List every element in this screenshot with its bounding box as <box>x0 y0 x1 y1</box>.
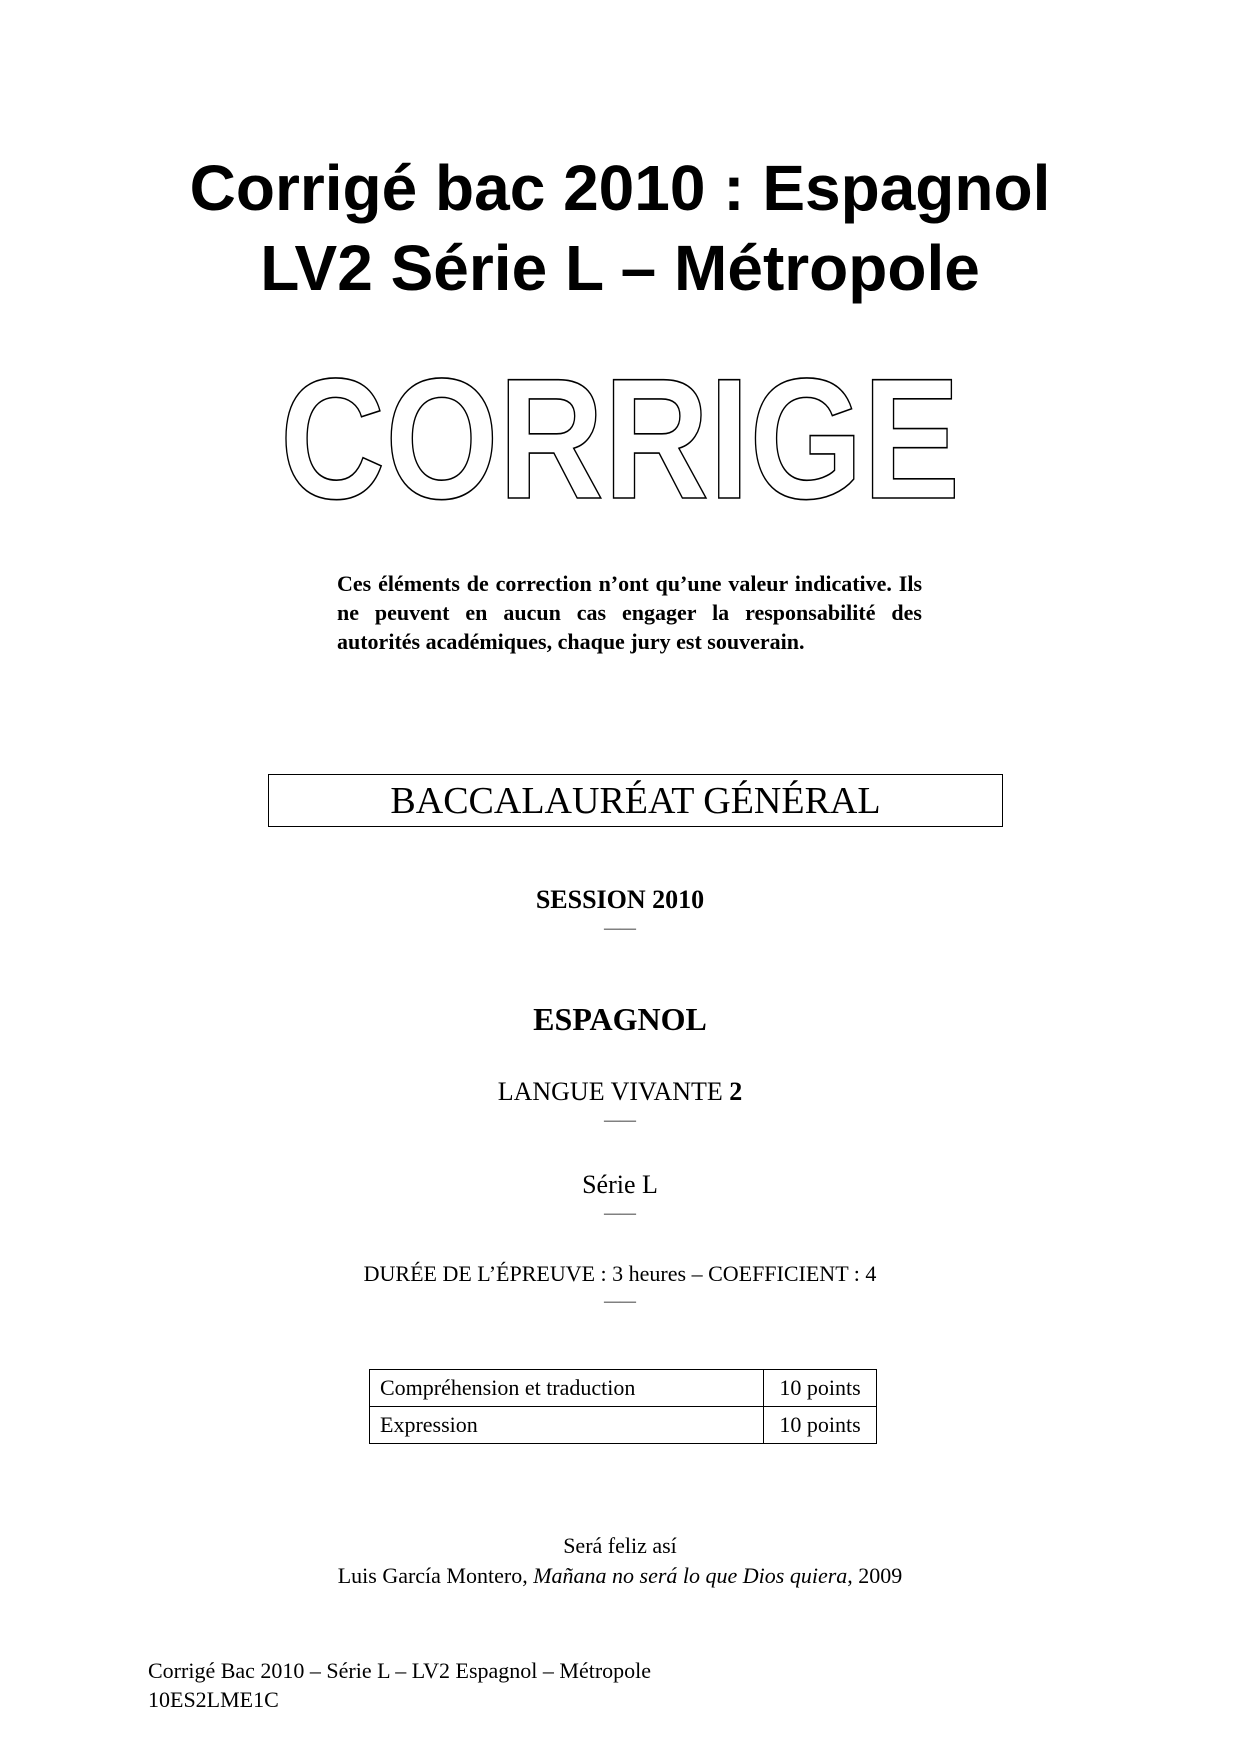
separator-line: —— <box>604 1112 636 1129</box>
text-citation <box>0 1561 1240 1591</box>
footer-line-1: Corrigé Bac 2010 – Série L – LV2 Espagnol – Métropole <box>148 1658 652 1683</box>
section-label: Expression <box>370 1407 764 1444</box>
page-footer <box>148 1656 1048 1714</box>
serie-label: Série L <box>582 1170 658 1199</box>
separator-line: —— <box>604 1205 636 1222</box>
corrige-stamp-text: CORRIGE <box>280 370 960 520</box>
table-row <box>370 1407 877 1444</box>
text-year: , 2009 <box>847 1563 903 1588</box>
session-label: SESSION 2010 <box>535 885 705 914</box>
text-title: Será feliz así <box>563 1533 677 1558</box>
duration-coefficient: DURÉE DE L’ÉPREUVE : 3 heures – COEFFICIENT : 4 <box>363 1261 877 1286</box>
section-points: 10 points <box>764 1370 877 1407</box>
disclaimer: Ces éléments de correction n’ont qu’une valeur indicative. Ils ne peuvent en aucun cas engager la responsabilité des autorités académiques, chaque jury est souverain. <box>337 571 922 654</box>
exam-title-box: BACCALAURÉAT GÉNÉRAL <box>268 774 1003 827</box>
page-title-line-1: Corrigé bac 2010 : Espagnol <box>189 152 1051 224</box>
section-label: Compréhension et traduction <box>370 1370 764 1407</box>
text-author: Luis García Montero, <box>337 1563 534 1588</box>
corrige-stamp <box>0 370 1240 520</box>
language-level-label: LANGUE VIVANTE <box>497 1077 730 1106</box>
separator-line: —— <box>604 1293 636 1310</box>
text-work: Mañana no será lo que Dios quiera <box>533 1563 848 1588</box>
footer-code: 10ES2LME1C <box>148 1687 279 1712</box>
page-title-line-2: LV2 Série L – Métropole <box>260 232 980 304</box>
page-title <box>0 148 1240 308</box>
table-row <box>370 1370 877 1407</box>
subject-label: ESPAGNOL <box>533 1001 707 1037</box>
points-table <box>369 1369 877 1444</box>
language-level <box>0 1075 1240 1109</box>
section-points: 10 points <box>764 1407 877 1444</box>
language-level-number: 2 <box>729 1077 743 1106</box>
separator-line: —— <box>604 920 636 937</box>
